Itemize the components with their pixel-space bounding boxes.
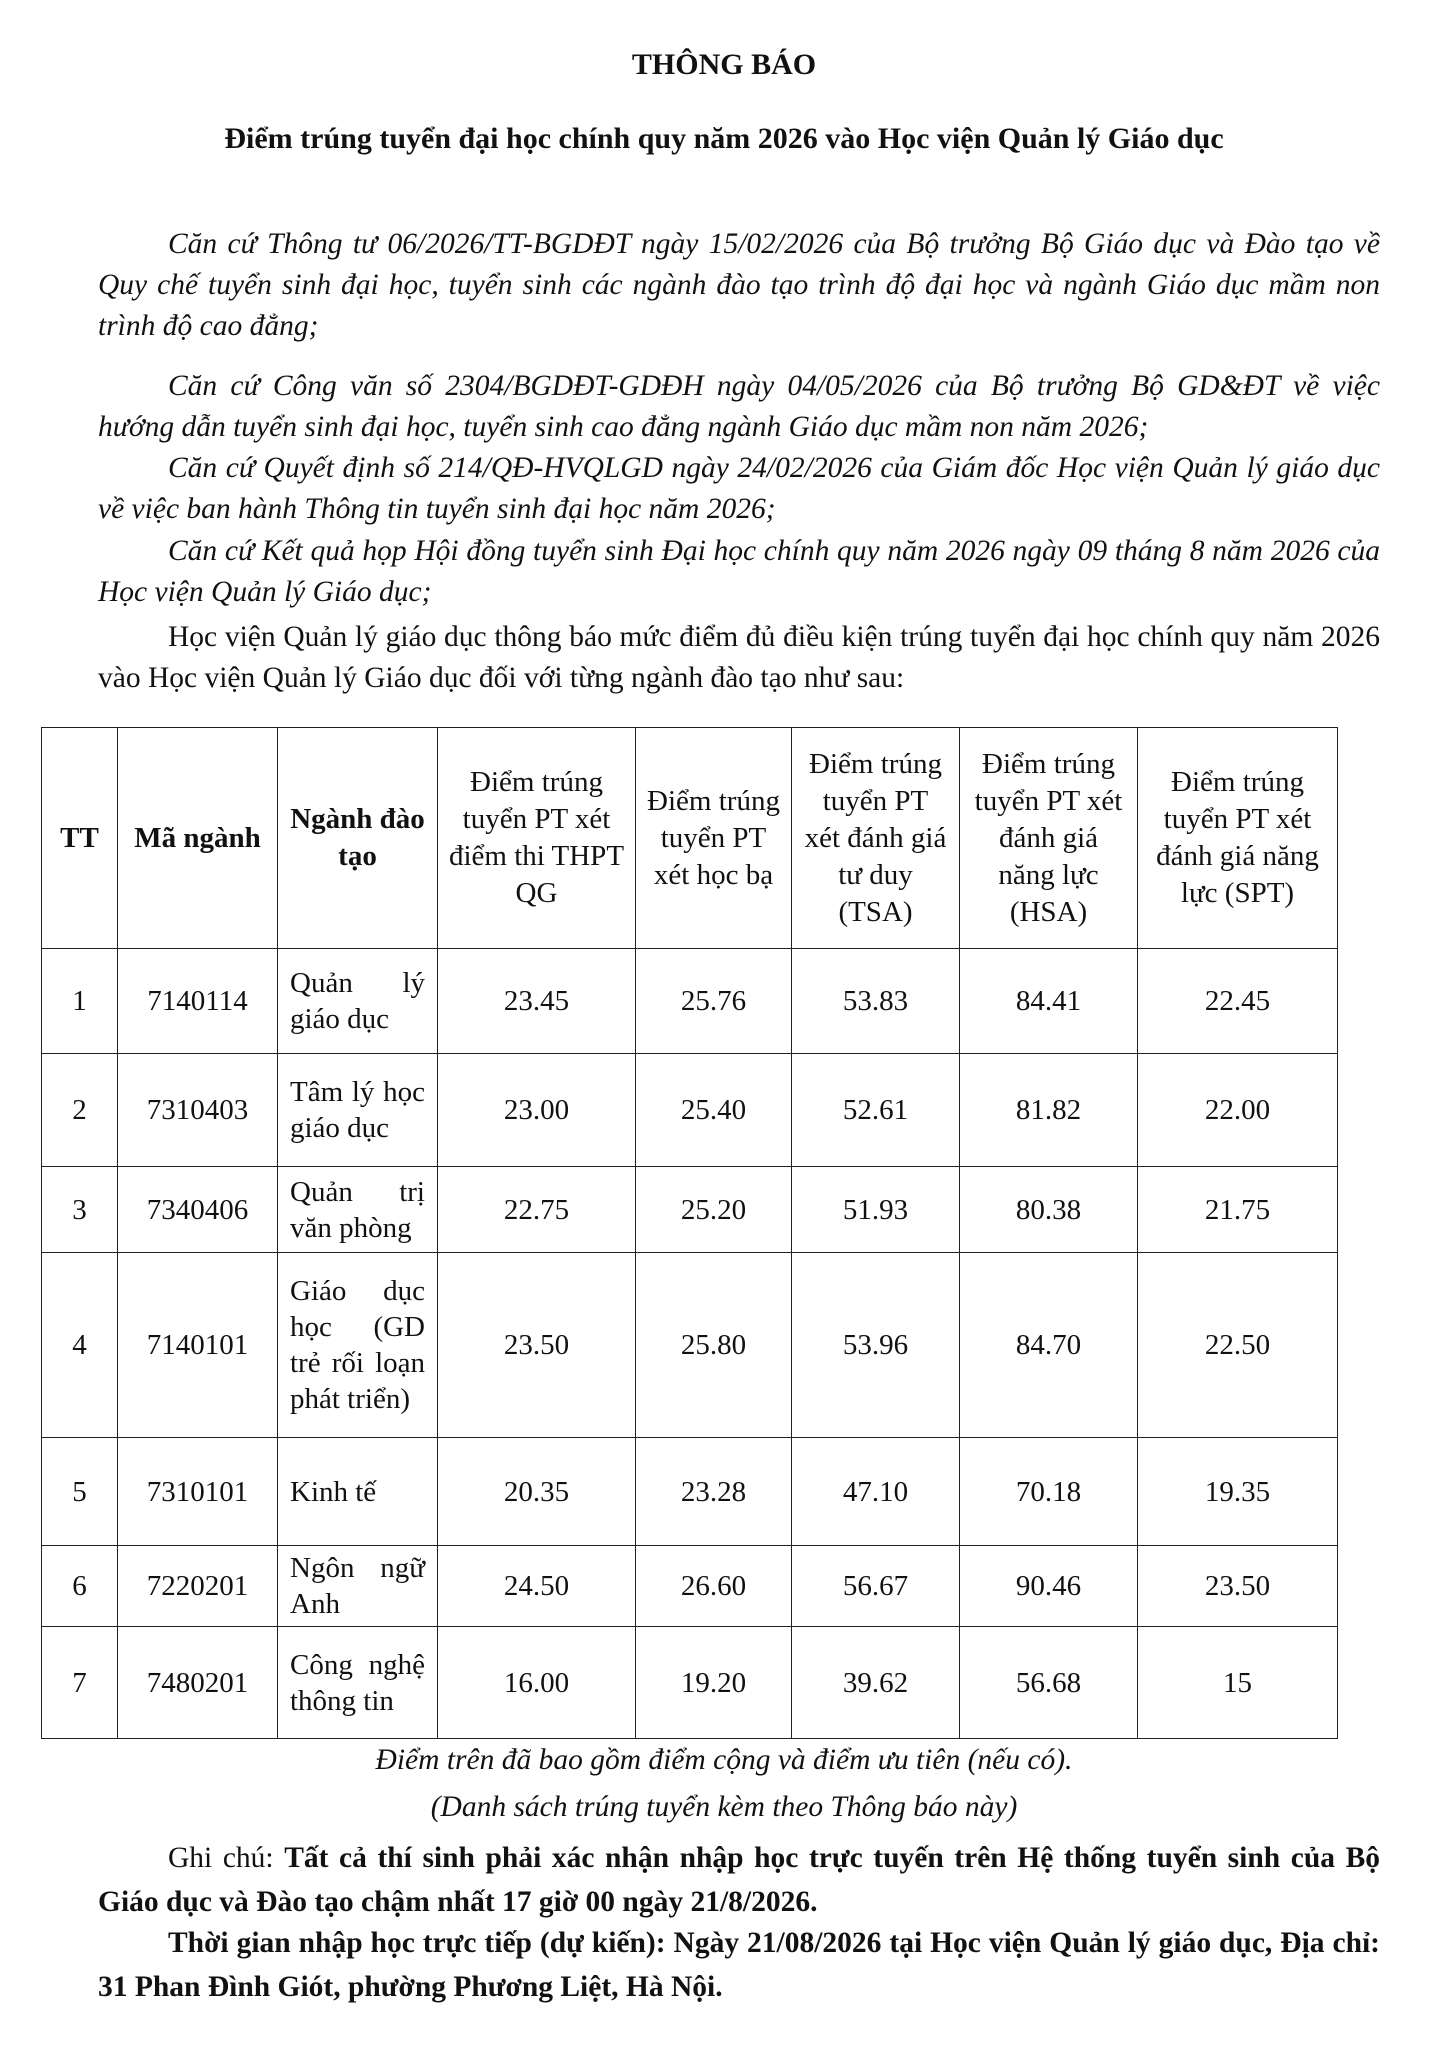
basis-paragraph: Căn cứ Kết quả họp Hội đồng tuyển sinh Đại học chính quy năm 2026 ngày 09 tháng 8 năm 2026 của Học viện Quản lý Giáo dục; — [98, 535, 1380, 608]
intro-paragraph: Học viện Quản lý giáo dục thông báo mức điểm đủ điều kiện trúng tuyển đại học chính quy năm 2026 vào Học viện Quản lý Giáo dục đối với từng ngành đào tạo như sau: — [98, 621, 1380, 694]
cell-code: 7140101 — [118, 1253, 278, 1438]
cell-major: Ngôn ngữ Anh — [278, 1546, 438, 1627]
header-tt: TT — [42, 728, 118, 949]
cell-hsa: 84.70 — [960, 1253, 1138, 1438]
cell-code: 7310101 — [118, 1438, 278, 1546]
header-major: Ngành đào tạo — [278, 728, 438, 949]
cell-tsa: 51.93 — [792, 1167, 960, 1253]
cell-major: Công nghệ thông tin — [278, 1627, 438, 1739]
list-footnote: (Danh sách trúng tuyển kèm theo Thông báo này) — [430, 1791, 1018, 1823]
cell-thpt: 23.45 — [438, 949, 636, 1054]
cell-spt: 21.75 — [1138, 1167, 1338, 1253]
basis-paragraph: Căn cứ Thông tư 06/2026/TT-BGDĐT ngày 15/02/2026 của Bộ trưởng Bộ Giáo dục và Đào tạo về Quy chế tuyển sinh đại học, tuyển sinh các ngành đào tạo trình độ đại học và ngành Giáo dục mầm non trình độ cao đẳng; — [98, 228, 1380, 342]
cell-code: 7480201 — [118, 1627, 278, 1739]
cell-hocba: 25.40 — [636, 1054, 792, 1167]
document-title: THÔNG BÁO — [631, 48, 817, 81]
cell-code: 7140114 — [118, 949, 278, 1054]
cell-spt: 22.50 — [1138, 1253, 1338, 1438]
cell-spt: 23.50 — [1138, 1546, 1338, 1627]
cell-code: 7340406 — [118, 1167, 278, 1253]
table-row — [42, 1546, 1338, 1627]
basis-paragraph: Căn cứ Quyết định số 214/QĐ-HVQLGD ngày 24/02/2026 của Giám đốc Học viện Quản lý giáo dục về việc ban hành Thông tin tuyển sinh đại học năm 2026; — [98, 452, 1380, 525]
table-row — [42, 949, 1338, 1054]
cell-tt: 3 — [42, 1167, 118, 1253]
cell-major: Giáo dục học (GD trẻ rối loạn phát triển) — [278, 1253, 438, 1438]
note-text: Tất cả thí sinh phải xác nhận nhập học trực tuyến trên Hệ thống tuyển sinh của Bộ Giáo dục và Đào tạo chậm nhất 17 giờ 00 ngày 21/8/2026. — [98, 1842, 1381, 1918]
cell-hocba: 25.80 — [636, 1253, 792, 1438]
cell-major: Kinh tế — [278, 1438, 438, 1546]
document-subtitle: Điểm trúng tuyển đại học chính quy năm 2026 vào Học viện Quản lý Giáo dục — [224, 122, 1224, 155]
header-thpt: Điểm trúng tuyển PT xét điểm thi THPT QG — [438, 728, 636, 949]
cell-hsa: 56.68 — [960, 1627, 1138, 1739]
cell-tsa: 47.10 — [792, 1438, 960, 1546]
cell-hocba: 25.20 — [636, 1167, 792, 1253]
cell-major: Quản lý giáo dục — [278, 949, 438, 1054]
cell-thpt: 23.00 — [438, 1054, 636, 1167]
cell-major: Quản trị văn phòng — [278, 1167, 438, 1253]
cell-thpt: 23.50 — [438, 1253, 636, 1438]
header-tsa: Điểm trúng tuyển PT xét đánh giá tư duy (TSA) — [792, 728, 960, 949]
cell-hsa: 80.38 — [960, 1167, 1138, 1253]
header-code: Mã ngành — [118, 728, 278, 949]
cell-hocba: 25.76 — [636, 949, 792, 1054]
cell-spt: 22.00 — [1138, 1054, 1338, 1167]
cell-thpt: 16.00 — [438, 1627, 636, 1739]
cell-major: Tâm lý học giáo dục — [278, 1054, 438, 1167]
cell-tsa: 53.96 — [792, 1253, 960, 1438]
cell-tt: 2 — [42, 1054, 118, 1167]
cell-spt: 15 — [1138, 1627, 1338, 1739]
note-label: Ghi chú: — [168, 1842, 274, 1874]
cell-hsa: 90.46 — [960, 1546, 1138, 1627]
table-header-row — [42, 728, 1338, 949]
cell-spt: 19.35 — [1138, 1438, 1338, 1546]
table-row — [42, 1167, 1338, 1253]
cell-tsa: 56.67 — [792, 1546, 960, 1627]
cell-tt: 7 — [42, 1627, 118, 1739]
cell-thpt: 24.50 — [438, 1546, 636, 1627]
cell-hocba: 26.60 — [636, 1546, 792, 1627]
cell-tt: 4 — [42, 1253, 118, 1438]
cell-tt: 5 — [42, 1438, 118, 1546]
cell-tsa: 52.61 — [792, 1054, 960, 1167]
admission-score-table — [41, 727, 1338, 1739]
cell-tt: 1 — [42, 949, 118, 1054]
header-hsa: Điểm trúng tuyển PT xét đánh giá năng lực (HSA) — [960, 728, 1138, 949]
cell-hsa: 70.18 — [960, 1438, 1138, 1546]
table-row — [42, 1054, 1338, 1167]
table-row — [42, 1438, 1338, 1546]
header-hocba: Điểm trúng tuyển PT xét học bạ — [636, 728, 792, 949]
basis-paragraph: Căn cứ Công văn số 2304/BGDĐT-GDĐH ngày 04/05/2026 của Bộ trưởng Bộ GD&ĐT về việc hướng dẫn tuyển sinh đại học, tuyển sinh cao đẳng ngành Giáo dục mầm non năm 2026; — [98, 370, 1380, 443]
cell-code: 7220201 — [118, 1546, 278, 1627]
cell-hocba: 23.28 — [636, 1438, 792, 1546]
cell-hsa: 81.82 — [960, 1054, 1138, 1167]
enrollment-paragraph: Thời gian nhập học trực tiếp (dự kiến): Ngày 21/08/2026 tại Học viện Quản lý giáo dục, Địa chỉ: 31 Phan Đình Giót, phường Phương Liệt, Hà Nội. — [98, 1927, 1380, 2003]
cell-tsa: 53.83 — [792, 949, 960, 1054]
cell-hsa: 84.41 — [960, 949, 1138, 1054]
header-spt: Điểm trúng tuyển PT xét đánh giá năng lực (SPT) — [1138, 728, 1338, 949]
cell-tt: 6 — [42, 1546, 118, 1627]
cell-hocba: 19.20 — [636, 1627, 792, 1739]
cell-thpt: 22.75 — [438, 1167, 636, 1253]
table-row — [42, 1253, 1338, 1438]
cell-thpt: 20.35 — [438, 1438, 636, 1546]
cell-spt: 22.45 — [1138, 949, 1338, 1054]
score-footnote: Điểm trên đã bao gồm điểm cộng và điểm ưu tiên (nếu có). — [375, 1744, 1073, 1776]
note-paragraph — [98, 1836, 1380, 1924]
cell-code: 7310403 — [118, 1054, 278, 1167]
cell-tsa: 39.62 — [792, 1627, 960, 1739]
table-row — [42, 1627, 1338, 1739]
